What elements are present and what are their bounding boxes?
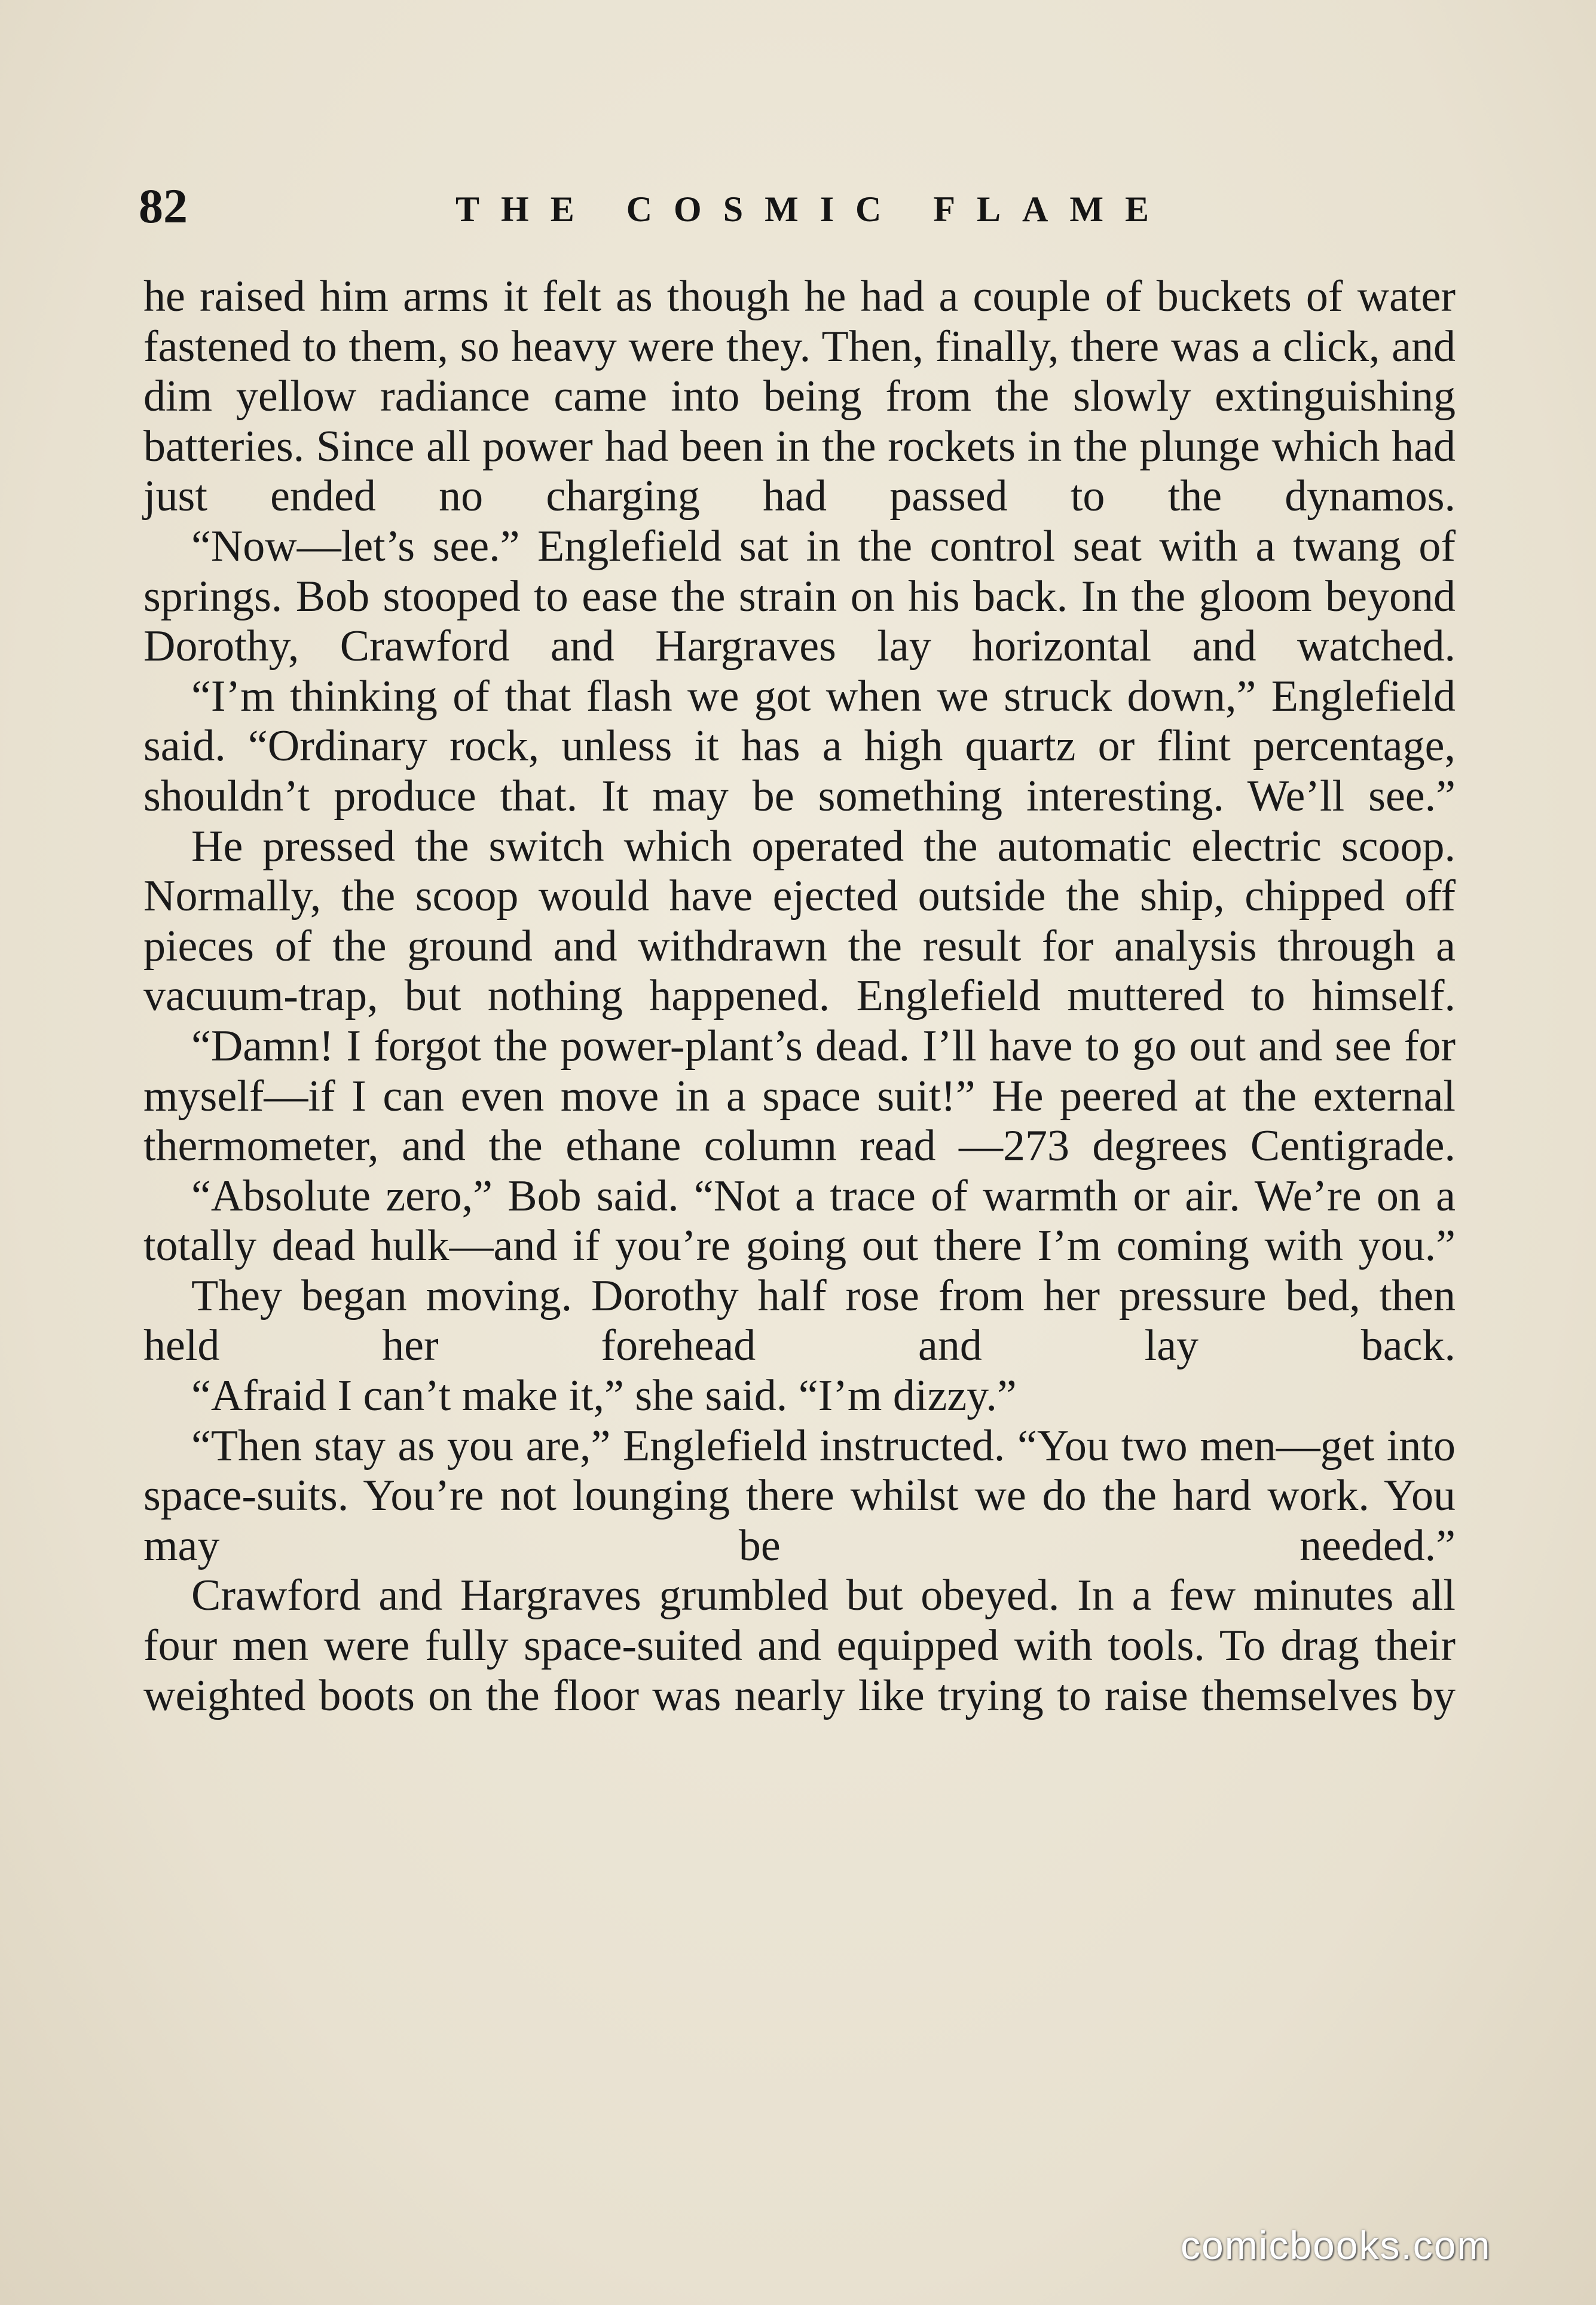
body-text (143, 272, 1456, 1721)
running-title: THE COSMIC FLAME (455, 189, 1171, 229)
paragraph: “Damn! I forgot the power-plant’s dead. I’ll have to go out and see for myself—if I can even move in a space suit!” He peered at the external thermometer, and the ethane column read —273 degrees Centigrade. (143, 1021, 1456, 1171)
paragraph: “Absolute zero,” Bob said. “Not a trace of warmth or air. We’re on a totally dead hulk—and if you’re going out there I’m coming with you.” (143, 1171, 1456, 1271)
paragraph: “Then stay as you are,” Englefield instructed. “You two men—get into space-suits. You’re not lounging there whilst we do the hard work. You may be needed.” (143, 1421, 1456, 1570)
paragraph: They began moving. Dorothy half rose from her pressure bed, then held her forehead and lay back. (143, 1271, 1456, 1371)
page-number: 82 (139, 179, 188, 233)
paragraph: “Afraid I can’t make it,” she said. “I’m dizzy.” (191, 1371, 1017, 1421)
watermark: comicbooks.com (1181, 2223, 1491, 2267)
paragraph: “Now—let’s see.” Englefield sat in the control seat with a twang of springs. Bob stooped to ease the strain on his back. In the gloom beyond Dorothy, Crawford and Hargraves lay horizontal and watched. (143, 521, 1456, 671)
paragraph: “I’m thinking of that flash we got when we struck down,” Englefield said. “Ordinary rock, unless it has a high quartz or flint percentage, shouldn’t produce that. It may be something interesting. We’ll see.” (143, 671, 1456, 821)
paragraph: Crawford and Hargraves grumbled but obeyed. In a few minutes all four men were fully space-suited and equipped with tools. To drag their weighted boots on the floor was nearly like trying to raise themselves by (143, 1571, 1456, 1720)
paragraph: he raised him arms it felt as though he had a couple of buckets of water fastened to them, so heavy were they. Then, finally, there was a click, and dim yellow radiance came into being from the slowly extinguishing batteries. Since all power had been in the rockets in the plunge which had just ended no charging had passed to the dynamos. (143, 272, 1456, 521)
page-header (139, 173, 1454, 239)
paragraph: He pressed the switch which operated the automatic electric scoop. Normally, the scoop would have ejected outside the ship, chipped off pieces of the ground and withdrawn the result for analysis through a vacuum-trap, but nothing happened. Englefield muttered to himself. (143, 821, 1456, 1021)
